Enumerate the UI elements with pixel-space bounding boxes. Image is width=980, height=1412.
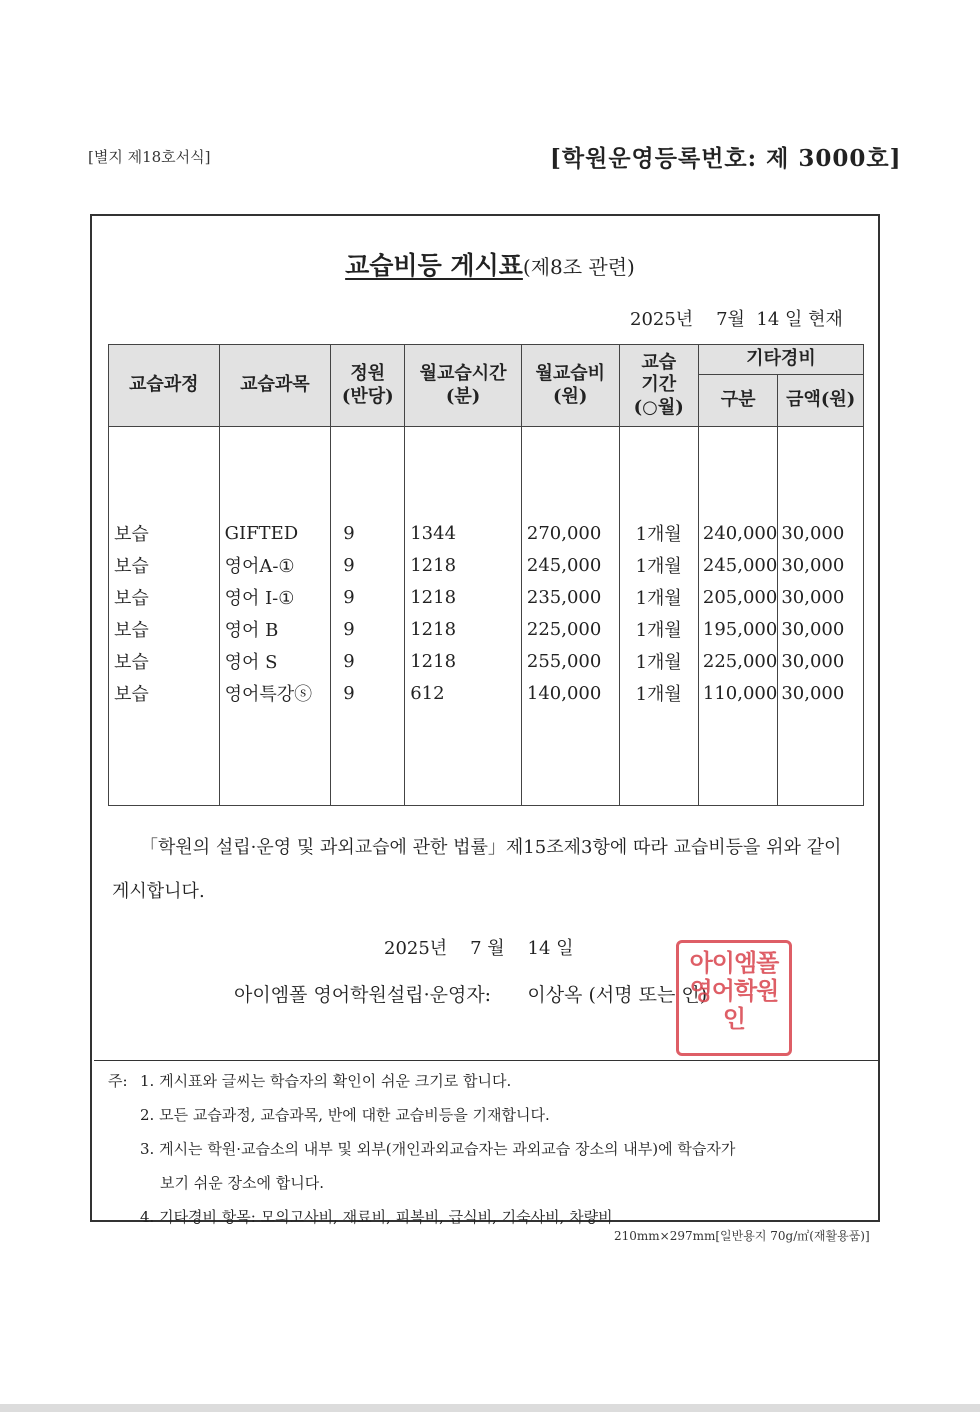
cell-fee: 270,000 [521, 517, 619, 549]
as-of-suffix: 현재 [808, 309, 843, 330]
table-row [109, 517, 864, 549]
cell-subject: 영어 S [219, 645, 331, 677]
note-item: 2. 모든 교습과정, 교습과목, 반에 대한 교습비등을 기재합니다. [140, 1106, 550, 1124]
as-of-day: 14 일 [756, 309, 803, 330]
paper-spec: 210mm×297mm[일반용지 70g/㎡(재활용품)] [614, 1229, 870, 1243]
operator-name: 이상옥 [527, 984, 583, 1006]
header-other-amount: 금액(원) [778, 375, 864, 427]
cell-course: 보습 [109, 613, 220, 645]
note-item: 4. 기타경비 항목: 모의고사비, 재료비, 피복비, 급식비, 기숙사비, 차량비 [140, 1208, 613, 1226]
cell-subject: 영어특강ⓢ [219, 677, 331, 709]
cell-subject: 영어A-① [219, 549, 331, 581]
cell-period: 1개월 [619, 613, 698, 645]
cell-period: 1개월 [619, 517, 698, 549]
as-of-month: 7월 [716, 309, 745, 330]
registration-number: [학원운영등록번호: 제 3000호] [550, 145, 902, 172]
fee-table [108, 344, 864, 806]
cell-fee: 235,000 [521, 581, 619, 613]
cell-capacity: 9 [331, 517, 405, 549]
cell-minutes: 1218 [405, 549, 522, 581]
cell-minutes: 1218 [405, 613, 522, 645]
operator-line [234, 980, 707, 1007]
header-period: 교습 기간 (○월) [619, 345, 698, 427]
cell-course: 보습 [109, 517, 220, 549]
header-other-costs: 기타경비 [698, 345, 863, 375]
cell-other-amount: 30,000 [778, 677, 864, 709]
as-of-year: 2025년 [630, 309, 694, 330]
cell-other-type: 195,000 [698, 613, 777, 645]
cell-fee: 225,000 [521, 613, 619, 645]
table-row [109, 549, 864, 581]
table-row [109, 613, 864, 645]
cell-minutes: 612 [405, 677, 522, 709]
table-spacer-bottom [109, 709, 864, 806]
cell-period: 1개월 [619, 581, 698, 613]
cell-subject: 영어 I-① [219, 581, 331, 613]
cell-other-type: 225,000 [698, 645, 777, 677]
form-number: [별지 제18호서식] [88, 148, 211, 166]
table-row [109, 677, 864, 709]
cell-fee: 255,000 [521, 645, 619, 677]
scan-bottom-edge [0, 1404, 980, 1412]
cell-other-type: 245,000 [698, 549, 777, 581]
header-other-type: 구분 [698, 375, 777, 427]
cell-course: 보습 [109, 645, 220, 677]
cell-other-amount: 30,000 [778, 645, 864, 677]
cell-other-type: 110,000 [698, 677, 777, 709]
cell-other-type: 240,000 [698, 517, 777, 549]
cell-subject: GIFTED [219, 517, 331, 549]
cell-other-amount: 30,000 [778, 581, 864, 613]
cell-course: 보습 [109, 677, 220, 709]
notes-divider [94, 1060, 878, 1061]
table-spacer-top [109, 427, 864, 518]
operator-label: 아이엠폴 영어학원설립·운영자: [234, 984, 492, 1006]
cell-fee: 245,000 [521, 549, 619, 581]
notice-text: 「학원의 설립·운영 및 과외교습에 관한 법률」제15조제3항에 따라 교습비등을 위와 같이 게시합니다. [112, 837, 842, 902]
note-item: 1. 게시표와 글씨는 학습자의 확인이 쉬운 크기로 합니다. [140, 1072, 512, 1090]
header-course: 교습과정 [109, 345, 220, 427]
cell-period: 1개월 [619, 677, 698, 709]
header-monthly-hours: 월교습시간 (분) [405, 345, 522, 427]
cell-subject: 영어 B [219, 613, 331, 645]
official-seal [676, 940, 792, 1056]
cell-period: 1개월 [619, 645, 698, 677]
sign-date-month: 7 월 [470, 938, 505, 959]
cell-fee: 140,000 [521, 677, 619, 709]
cell-minutes: 1344 [405, 517, 522, 549]
as-of-date [630, 305, 843, 331]
cell-other-amount: 30,000 [778, 549, 864, 581]
header-subject: 교습과목 [219, 345, 331, 427]
title-main: 교습비등 게시표 [345, 251, 523, 280]
cell-minutes: 1218 [405, 645, 522, 677]
header-capacity: 정원 (반당) [331, 345, 405, 427]
sign-date [384, 934, 574, 960]
cell-capacity: 9 [331, 581, 405, 613]
cell-capacity: 9 [331, 677, 405, 709]
header-monthly-fee: 월교습비 (원) [521, 345, 619, 427]
note-item: 3. 게시는 학원·교습소의 내부 및 외부(개인과외교습자는 과외교습 장소의 내부)에 학습자가 [140, 1140, 736, 1158]
cell-capacity: 9 [331, 613, 405, 645]
sign-date-year: 2025년 [384, 938, 448, 959]
operator-sign: (서명 또는 인) [588, 984, 708, 1006]
sign-date-day: 14 일 [527, 938, 574, 959]
table-row [109, 581, 864, 613]
notes-section [108, 1064, 868, 1234]
cell-minutes: 1218 [405, 581, 522, 613]
cell-other-amount: 30,000 [778, 613, 864, 645]
cell-course: 보습 [109, 549, 220, 581]
seal-text: 아이엠폴영어학원인 [689, 949, 779, 1033]
document-title [0, 246, 980, 282]
cell-other-amount: 30,000 [778, 517, 864, 549]
note-item-continuation: 보기 쉬운 장소에 합니다. [160, 1174, 324, 1192]
notes-label: 주: [108, 1072, 128, 1090]
cell-capacity: 9 [331, 549, 405, 581]
cell-period: 1개월 [619, 549, 698, 581]
title-sub: (제8조 관련) [522, 255, 635, 279]
cell-other-type: 205,000 [698, 581, 777, 613]
cell-course: 보습 [109, 581, 220, 613]
cell-capacity: 9 [331, 645, 405, 677]
table-row [109, 645, 864, 677]
